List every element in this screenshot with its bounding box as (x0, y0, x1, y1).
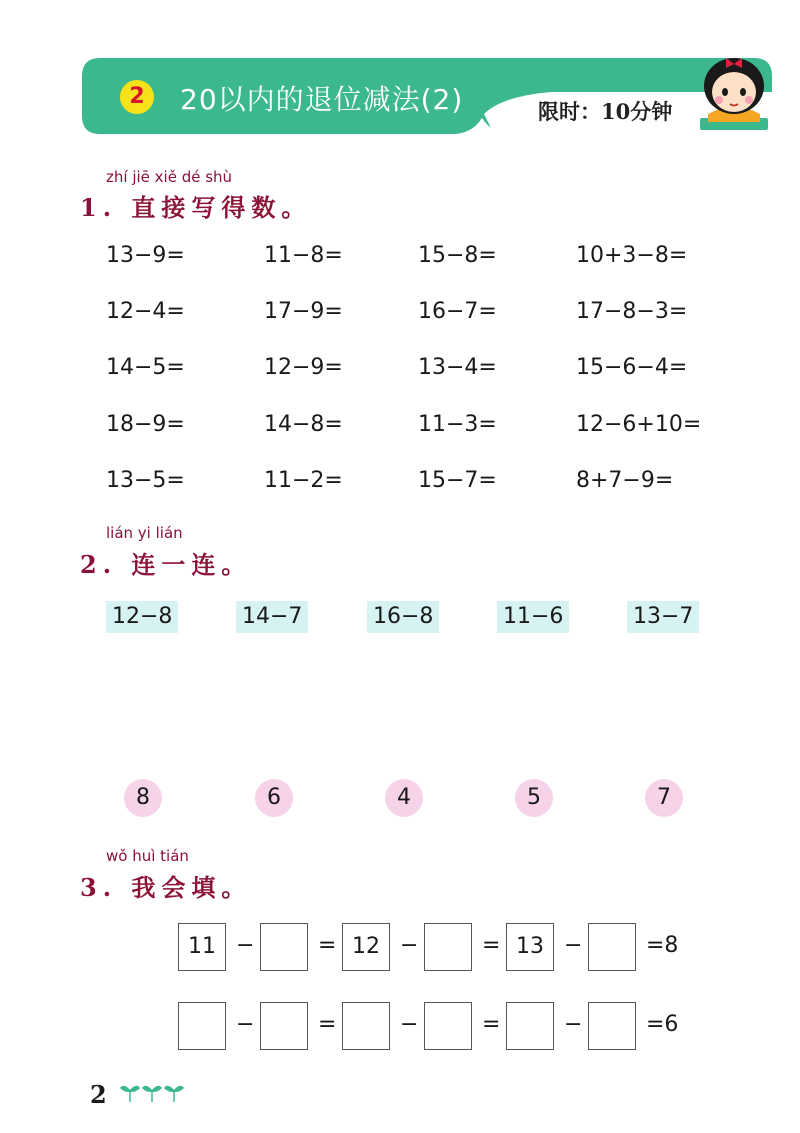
problem: 15−8= (418, 243, 497, 268)
problem: 17−8−3= (576, 299, 688, 324)
operator: − (400, 1012, 419, 1037)
match-answer[interactable]: 4 (385, 779, 423, 817)
operator: − (400, 933, 419, 958)
lesson-title: 20以内的退位减法(2) (180, 83, 464, 116)
section2-pinyin: lián yi lián (106, 524, 183, 542)
problem: 14−8= (264, 412, 343, 437)
fill-box[interactable] (260, 1002, 308, 1050)
problem: 12−4= (106, 299, 185, 324)
fill-box[interactable] (588, 1002, 636, 1050)
match-expression[interactable]: 11−6 (497, 601, 569, 633)
match-answer[interactable]: 8 (124, 779, 162, 817)
problem: 13−5= (106, 468, 185, 493)
operator: − (564, 1012, 583, 1037)
match-answer[interactable]: 5 (515, 779, 553, 817)
problem: 15−6−4= (576, 355, 688, 380)
section3-title: 3. 我会填。 (80, 873, 252, 902)
lesson-number-badge: 2 (120, 80, 154, 114)
match-expression[interactable]: 14−7 (236, 601, 308, 633)
operator: − (236, 1012, 255, 1037)
header-banner (82, 58, 772, 134)
operator: = (318, 1012, 337, 1037)
fill-box[interactable] (178, 1002, 226, 1050)
match-expression[interactable]: 13−7 (627, 601, 699, 633)
problem: 16−7= (418, 299, 497, 324)
cartoon-girl-icon (694, 52, 774, 134)
problem: 18−9= (106, 412, 185, 437)
problem: 10+3−8= (576, 243, 688, 268)
operator: − (564, 933, 583, 958)
problem: 12−9= (264, 355, 343, 380)
problem: 11−8= (264, 243, 343, 268)
fill-box[interactable] (506, 1002, 554, 1050)
sprouts-icon (120, 1082, 184, 1104)
operator: = (318, 933, 337, 958)
section1-pinyin: zhí jiē xiě dé shù (106, 168, 233, 186)
time-limit-label: 限时：10分钟 (538, 99, 673, 124)
section2-title: 2. 连一连。 (80, 550, 252, 579)
result-label: =8 (646, 933, 679, 958)
operator: = (482, 933, 501, 958)
problem: 15−7= (418, 468, 497, 493)
fill-box[interactable]: 11 (178, 923, 226, 971)
problem: 11−3= (418, 412, 497, 437)
match-answer[interactable]: 6 (255, 779, 293, 817)
fill-box[interactable] (260, 923, 308, 971)
match-expression[interactable]: 12−8 (106, 601, 178, 633)
section1-title: 1. 直接写得数。 (80, 193, 312, 222)
problem: 13−4= (418, 355, 497, 380)
page-number: 2 (90, 1080, 107, 1109)
fill-box[interactable]: 13 (506, 923, 554, 971)
problem: 8+7−9= (576, 468, 674, 493)
operator: − (236, 933, 255, 958)
problem: 17−9= (264, 299, 343, 324)
fill-box[interactable] (342, 1002, 390, 1050)
problem: 13−9= (106, 243, 185, 268)
fill-box[interactable]: 12 (342, 923, 390, 971)
problem: 12−6+10= (576, 412, 702, 437)
problem: 14−5= (106, 355, 185, 380)
match-expression[interactable]: 16−8 (367, 601, 439, 633)
fill-box[interactable] (588, 923, 636, 971)
problem: 11−2= (264, 468, 343, 493)
match-answer[interactable]: 7 (645, 779, 683, 817)
section3-pinyin: wǒ huì tián (106, 847, 189, 865)
fill-box[interactable] (424, 1002, 472, 1050)
fill-box[interactable] (424, 923, 472, 971)
operator: = (482, 1012, 501, 1037)
result-label: =6 (646, 1012, 679, 1037)
